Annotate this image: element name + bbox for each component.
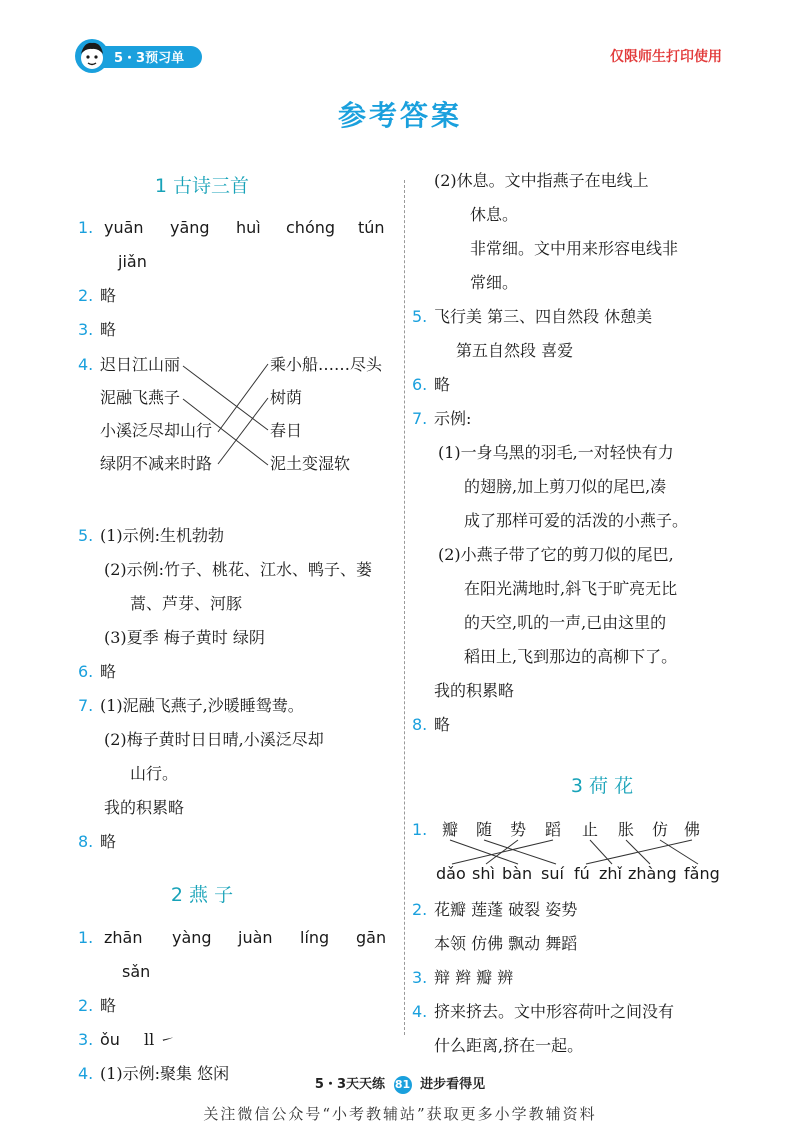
pinyin-item: yāng bbox=[170, 218, 210, 237]
answer-text: (1)示例:生机勃勃 bbox=[100, 526, 225, 545]
pinyin-item: yàng bbox=[172, 928, 212, 947]
answer-text: 稻田上,飞到那边的高柳下了。 bbox=[464, 647, 678, 666]
answer-text: 蒿、芦芽、河豚 bbox=[130, 594, 243, 613]
question-number: 4. bbox=[78, 1064, 94, 1083]
answer-text: 本领 仿佛 飘动 舞蹈 bbox=[434, 934, 578, 953]
question-number: 8. bbox=[412, 715, 428, 734]
match-left-item: 泥融飞燕子 bbox=[100, 388, 181, 407]
answer-text: 花瓣 莲蓬 破裂 姿势 bbox=[434, 900, 578, 919]
pinyin-item: dǎo bbox=[436, 864, 466, 883]
brand-text: 5・3预习单 bbox=[114, 51, 185, 66]
pinyin-item: suí bbox=[541, 864, 564, 883]
match-right-item: 春日 bbox=[270, 421, 303, 440]
question-number: 1. bbox=[78, 218, 94, 237]
char-item: 势 bbox=[510, 820, 527, 839]
match-right-item: 乘小船……尽头 bbox=[270, 355, 383, 374]
question-number: 5. bbox=[412, 307, 428, 326]
answer-text: 的翅膀,加上剪刀似的尾巴,凑 bbox=[464, 477, 667, 496]
answer-text: 略 bbox=[100, 832, 117, 851]
match-right-item: 泥土变湿软 bbox=[270, 454, 351, 473]
pinyin-item: bàn bbox=[502, 864, 533, 883]
char-item: 止 bbox=[582, 820, 599, 839]
answer-text: 山行。 bbox=[130, 764, 179, 783]
answer-text: (1)一身乌黑的羽毛,一对轻快有力 bbox=[438, 443, 674, 462]
answer-text: 休息。 bbox=[470, 205, 519, 224]
question-number: 2. bbox=[78, 996, 94, 1015]
answer-text: 略 bbox=[100, 662, 117, 681]
pinyin-item: zhàng bbox=[628, 864, 677, 883]
match-right-item: 树荫 bbox=[270, 388, 303, 407]
question-number: 2. bbox=[78, 286, 94, 305]
footer-left-text: 5・3天天练 bbox=[314, 1077, 385, 1092]
pinyin-item: gān bbox=[356, 928, 387, 947]
answer-text: 非常细。文中用来形容电线非 bbox=[470, 239, 679, 258]
pinyin-item: fǎng bbox=[684, 864, 720, 883]
pinyin-item: zhǐ bbox=[599, 864, 622, 883]
char-item: 瓣 bbox=[442, 820, 459, 839]
answer-text: 略 bbox=[100, 286, 117, 305]
answer-text: 挤来挤去。文中形容荷叶之间没有 bbox=[434, 1002, 675, 1021]
print-restriction: 仅限师生打印使用 bbox=[610, 49, 722, 65]
question-number: 1. bbox=[78, 928, 94, 947]
answer-text: 略 bbox=[100, 996, 117, 1015]
question-number: 7. bbox=[78, 696, 94, 715]
char-item: 佛 bbox=[684, 820, 701, 839]
pinyin-item: jiǎn bbox=[118, 252, 147, 271]
question-number: 7. bbox=[412, 409, 428, 428]
page-number: 81 bbox=[394, 1076, 412, 1094]
char-item: 蹈 bbox=[545, 820, 562, 839]
question-number: 3. bbox=[78, 320, 94, 339]
answer-text: (1)泥融飞燕子,沙暖睡鸳鸯。 bbox=[100, 696, 304, 715]
question-number: 5. bbox=[78, 526, 94, 545]
pinyin-item: líng bbox=[300, 928, 330, 947]
answer-text: 略 bbox=[434, 375, 451, 394]
pinyin-item: tún bbox=[358, 218, 385, 237]
match-left-item: 绿阴不减来时路 bbox=[100, 454, 213, 473]
pinyin-item: ǒu bbox=[100, 1030, 120, 1049]
answer-text: (2)休息。文中指燕子在电线上 bbox=[434, 171, 649, 190]
page-footer bbox=[0, 1073, 800, 1094]
pinyin-item: zhān bbox=[104, 928, 143, 947]
char-item: 胀 bbox=[618, 820, 635, 839]
pinyin-item: huì bbox=[236, 218, 261, 237]
stroke-answer: ll ㇀ bbox=[144, 1030, 176, 1049]
answer-text: 成了那样可爱的活泼的小燕子。 bbox=[464, 511, 689, 530]
char-item: 随 bbox=[476, 820, 493, 839]
question-number: 6. bbox=[412, 375, 428, 394]
footer-right-text: 进步看得见 bbox=[420, 1077, 486, 1092]
question-number: 8. bbox=[78, 832, 94, 851]
question-number: 4. bbox=[412, 1002, 428, 1021]
answer-text: 什么距离,挤在一起。 bbox=[434, 1036, 584, 1055]
answer-text: 我的积累略 bbox=[434, 681, 515, 700]
answer-text: (3)夏季 梅子黄时 绿阴 bbox=[104, 628, 265, 647]
answer-text: 略 bbox=[434, 715, 451, 734]
section-title-3: 3 荷 花 bbox=[570, 775, 634, 797]
match-left-item: 小溪泛尽却山行 bbox=[100, 421, 213, 440]
question-number: 3. bbox=[412, 968, 428, 987]
match-left-item: 迟日江山丽 bbox=[100, 355, 181, 374]
answer-text: (1)示例:聚集 悠闲 bbox=[100, 1064, 230, 1083]
pinyin-item: shì bbox=[472, 864, 495, 883]
answer-text: 我的积累略 bbox=[104, 798, 185, 817]
page-title: 参考答案 bbox=[337, 99, 462, 132]
section-title-2: 2 燕 子 bbox=[170, 884, 234, 906]
answer-text: 常细。 bbox=[470, 273, 519, 292]
question-number: 2. bbox=[412, 900, 428, 919]
answer-text: (2)小燕子带了它的剪刀似的尾巴, bbox=[438, 545, 674, 564]
pinyin-item: fú bbox=[574, 864, 590, 883]
answer-text: (2)示例:竹子、桃花、江水、鸭子、蒌 bbox=[104, 560, 373, 579]
section-title-1: 1 古诗三首 bbox=[154, 175, 250, 197]
pinyin-item: juàn bbox=[238, 928, 273, 947]
pinyin-item: yuān bbox=[104, 218, 144, 237]
answer-text: 的天空,叽的一声,已由这里的 bbox=[464, 613, 667, 632]
answer-text: (2)梅子黄时日日晴,小溪泛尽却 bbox=[104, 730, 324, 749]
question-number: 1. bbox=[412, 820, 428, 839]
answer-text: 略 bbox=[100, 320, 117, 339]
answer-text: 示例: bbox=[434, 409, 472, 428]
footer-notice: 关注微信公众号“小考教辅站”获取更多小学教辅资料 bbox=[203, 1105, 597, 1123]
pinyin-item: chóng bbox=[286, 218, 336, 237]
question-number: 6. bbox=[78, 662, 94, 681]
char-item: 仿 bbox=[652, 820, 669, 839]
answer-text: 飞行美 第三、四自然段 休憩美 bbox=[434, 307, 653, 326]
answer-text: 第五自然段 喜爱 bbox=[456, 341, 574, 360]
answer-text: 在阳光满地时,斜飞于旷亮无比 bbox=[464, 579, 678, 598]
answer-text: 辩 辫 瓣 辨 bbox=[434, 968, 514, 987]
question-number: 4. bbox=[78, 355, 94, 374]
question-number: 3. bbox=[78, 1030, 94, 1049]
pinyin-item: sǎn bbox=[122, 962, 151, 981]
